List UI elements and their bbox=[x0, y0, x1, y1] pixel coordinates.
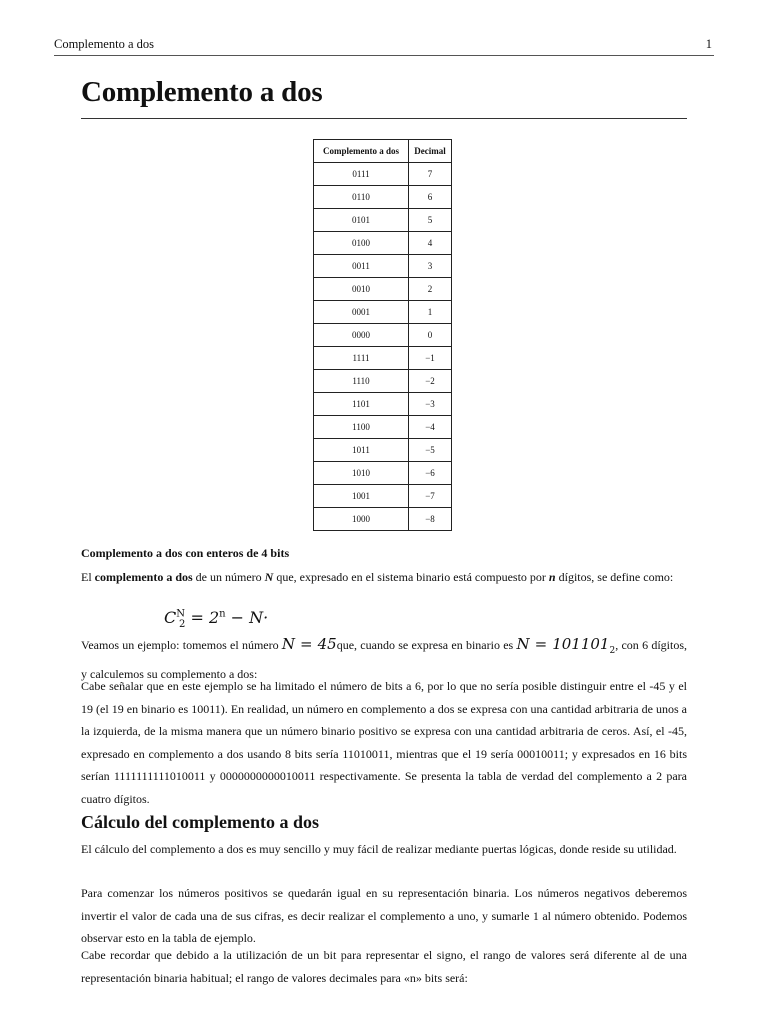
table-row bbox=[314, 186, 452, 209]
table-header-complement: Complemento a dos bbox=[314, 140, 409, 163]
table-row bbox=[314, 508, 452, 531]
binary-cell: 0010 bbox=[314, 278, 409, 301]
table-header-decimal: Decimal bbox=[409, 140, 452, 163]
decimal-cell: 0 bbox=[409, 324, 452, 347]
table-row bbox=[314, 278, 452, 301]
section-heading: Cálculo del complemento a dos bbox=[81, 812, 319, 832]
text-run: de un número bbox=[192, 570, 265, 584]
decimal-cell: 7 bbox=[409, 163, 452, 186]
table-row bbox=[314, 462, 452, 485]
decimal-cell: −1 bbox=[409, 347, 452, 370]
section-paragraph-2: Para comenzar los números positivos se quedarán igual en su representación binaria. Los números negativos deberemos invertir el valor de cada una de sus cifras, es decir realizar el complemento a uno, y sumarle 1 al número obtenido. Podemos observar esto en la tabla de ejemplo. bbox=[81, 886, 687, 945]
binary-cell: 0101 bbox=[314, 209, 409, 232]
text-run: dígitos, se define como: bbox=[555, 570, 674, 584]
formula-rhs-tail: − N· bbox=[225, 608, 269, 627]
binary-cell: 1000 bbox=[314, 508, 409, 531]
variable-N: N bbox=[264, 570, 274, 584]
table-row bbox=[314, 301, 452, 324]
definition-paragraph bbox=[81, 566, 687, 589]
running-header-title: Complemento a dos bbox=[54, 37, 154, 51]
decimal-cell: 5 bbox=[409, 209, 452, 232]
binary-cell: 1101 bbox=[314, 393, 409, 416]
title-divider bbox=[81, 118, 687, 119]
page-title: Complemento a dos bbox=[81, 76, 323, 108]
decimal-cell: −2 bbox=[409, 370, 452, 393]
section-paragraph-3: Cabe recordar que debido a la utilización de un bit para representar el signo, el rango de valores será diferente al de una representación binaria habitual; el rango de valores decimales para «n» bits será: bbox=[81, 948, 687, 985]
formula-lhs: C bbox=[164, 608, 177, 627]
table-row bbox=[314, 347, 452, 370]
inline-math bbox=[516, 635, 616, 656]
binary-cell: 0011 bbox=[314, 255, 409, 278]
binary-cell: 0111 bbox=[314, 163, 409, 186]
table-row bbox=[314, 416, 452, 439]
binary-cell: 0110 bbox=[314, 186, 409, 209]
twos-complement-table bbox=[313, 139, 452, 531]
table-row bbox=[314, 485, 452, 508]
decimal-cell: −3 bbox=[409, 393, 452, 416]
table-row bbox=[314, 163, 452, 186]
binary-cell: 1111 bbox=[314, 347, 409, 370]
table-caption: Complemento a dos con enteros de 4 bits bbox=[81, 546, 290, 560]
inline-math-base: N = 101101 bbox=[516, 635, 610, 653]
variable-n: n bbox=[548, 570, 556, 584]
decimal-cell: 1 bbox=[409, 301, 452, 324]
table-row bbox=[314, 370, 452, 393]
binary-cell: 1110 bbox=[314, 370, 409, 393]
decimal-cell: −8 bbox=[409, 508, 452, 531]
binary-cell: 0001 bbox=[314, 301, 409, 324]
formula-rhs: = 2 bbox=[185, 608, 220, 627]
table-row bbox=[314, 209, 452, 232]
section-paragraph-1: El cálculo del complemento a dos es muy sencillo y muy fácil de realizar mediante puertas lógicas, donde reside su utilidad. bbox=[81, 842, 677, 856]
binary-cell: 1001 bbox=[314, 485, 409, 508]
text-run: El bbox=[81, 570, 95, 584]
page-number: 1 bbox=[705, 37, 712, 51]
running-header bbox=[54, 37, 714, 56]
table-row bbox=[314, 324, 452, 347]
table-row bbox=[314, 393, 452, 416]
binary-cell: 1100 bbox=[314, 416, 409, 439]
table-row bbox=[314, 439, 452, 462]
defined-term: complemento a dos bbox=[94, 570, 193, 584]
text-run: , con 6 dígitos, y calculemos su complemento a dos: bbox=[81, 638, 687, 681]
decimal-cell: −6 bbox=[409, 462, 452, 485]
binary-cell: 1010 bbox=[314, 462, 409, 485]
decimal-cell: −5 bbox=[409, 439, 452, 462]
formula-lhs-sub: 2 bbox=[179, 619, 186, 631]
text-run: que, expresado en el sistema binario está compuesto por bbox=[273, 570, 549, 584]
binary-cell: 1011 bbox=[314, 439, 409, 462]
table-row bbox=[314, 255, 452, 278]
binary-cell: 0000 bbox=[314, 324, 409, 347]
text-run: Veamos un ejemplo: tomemos el número bbox=[81, 638, 282, 652]
table-row bbox=[314, 232, 452, 255]
formula-lhs-sup: N bbox=[176, 608, 185, 620]
inline-math: N = 45 bbox=[281, 635, 337, 653]
inline-math-sub: 2 bbox=[609, 646, 616, 656]
decimal-cell: 6 bbox=[409, 186, 452, 209]
formula-rhs-sup: n bbox=[219, 608, 226, 620]
decimal-cell: −7 bbox=[409, 485, 452, 508]
decimal-cell: −4 bbox=[409, 416, 452, 439]
binary-cell: 0100 bbox=[314, 232, 409, 255]
decimal-cell: 2 bbox=[409, 278, 452, 301]
decimal-cell: 3 bbox=[409, 255, 452, 278]
text-run: que, cuando se expresa en binario es bbox=[336, 638, 517, 652]
decimal-cell: 4 bbox=[409, 232, 452, 255]
definition-formula bbox=[164, 608, 268, 630]
explanation-paragraph: Cabe señalar que en este ejemplo se ha limitado el número de bits a 6, por lo que no sería posible distinguir entre el -45 y el 19 (el 19 en binario es 10011). En realidad, un número en complemento a dos se expresa con una cantidad arbitraria de unos a la izquierda, de la misma manera que un número binario positivo se expresa con una cantidad arbitraria de ceros. Así, el -45, expresado en complemento a dos usando 8 bits sería 11010011, mientras que el 19 sería 00010011; y expresados en 16 bits serían 1111111111010011 y 0000000000010011 respectivamente. Se presenta la tabla de verdad del complemento a 2 para cuatro dígitos. bbox=[81, 679, 687, 806]
